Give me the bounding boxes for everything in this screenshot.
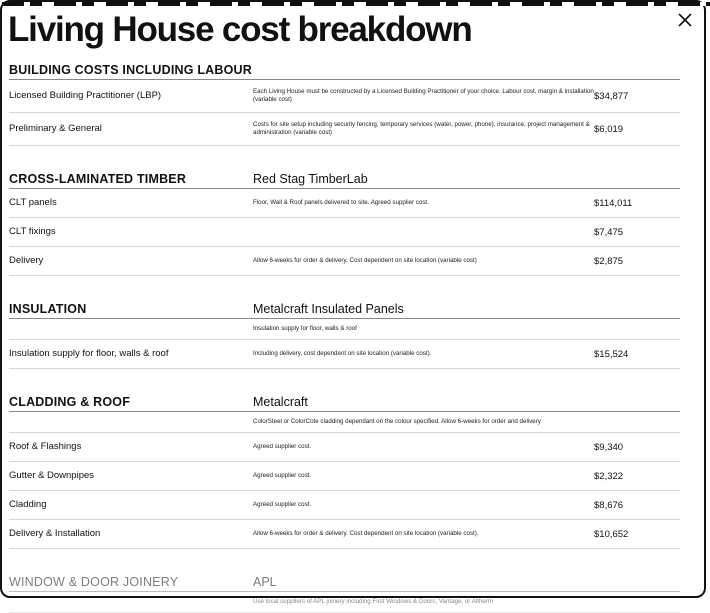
item-description: Agreed supplier cost. <box>253 442 312 450</box>
item-description: Costs for site setup including security fencing, temporary services (water, power, phone), insurance, project management & administration (variable cost) <box>253 120 590 136</box>
cost-table <box>9 58 680 613</box>
table-row <box>9 520 680 549</box>
table-row <box>9 340 680 369</box>
background-strip <box>2 2 710 6</box>
item-description: Floor, Wall & Roof panels delivered to site. Agreed supplier cost. <box>253 198 429 206</box>
item-label: Cladding <box>9 499 47 510</box>
item-label: CLT fixings <box>9 226 56 237</box>
section-title: INSULATION <box>9 302 87 316</box>
close-icon <box>676 11 694 29</box>
section-title: CLADDING & ROOF <box>9 395 131 409</box>
item-description: Allow 6-weeks for order & delivery. Cost dependent on site location (variable cost) <box>253 256 477 264</box>
table-row <box>9 113 680 146</box>
item-label: Preliminary & General <box>9 123 102 134</box>
item-label: Insulation supply for floor, walls & roof <box>9 348 169 359</box>
section-joinery <box>9 570 680 613</box>
item-description: Each Living House must be constructed by a Licensed Building Practitioner of your choice. Labour cost, margin & installation (variable cost) <box>253 87 594 103</box>
item-label: Roof & Flashings <box>9 441 82 452</box>
section-note-row <box>9 319 680 340</box>
table-row <box>9 462 680 491</box>
section-supplier: Metalcraft <box>253 395 308 409</box>
section-title: WINDOW & DOOR JOINERY <box>9 575 179 589</box>
section-header-insulation <box>9 297 680 319</box>
table-row <box>9 80 680 113</box>
section-title: CROSS-LAMINATED TIMBER <box>9 172 187 186</box>
item-cost: $34,877 <box>594 90 629 102</box>
item-cost: $6,019 <box>594 123 624 135</box>
item-cost: $9,340 <box>594 441 624 453</box>
section-note-row <box>9 592 680 613</box>
modal-title: Living House cost breakdown <box>8 10 472 49</box>
item-label: Gutter & Downpipes <box>9 470 95 481</box>
item-label: Delivery & Installation <box>9 528 101 539</box>
item-description: Allow 6-weeks for order & delivery. Cost dependent on site location (variable cost). <box>253 529 479 537</box>
table-row <box>9 491 680 520</box>
table-row <box>9 433 680 462</box>
section-note-row <box>9 412 680 433</box>
item-cost: $114,011 <box>594 197 633 209</box>
item-cost: $2,875 <box>594 255 624 267</box>
section-header-cladding <box>9 390 680 412</box>
section-note: ColorSteel or ColorCote cladding dependant on the colour specified. Allow 6-weeks for order and delivery <box>253 417 541 425</box>
section-header-building <box>9 58 680 80</box>
item-label: Licensed Building Practitioner (LBP) <box>9 90 162 101</box>
section-header-joinery <box>9 570 680 592</box>
item-cost: $10,652 <box>594 528 629 540</box>
item-description: Including delivery, cost dependent on site location (variable cost). <box>253 349 432 357</box>
section-header-clt <box>9 167 680 189</box>
close-button[interactable] <box>676 11 694 29</box>
section-supplier: APL <box>253 575 277 589</box>
section-supplier: Red Stag TimberLab <box>253 172 368 186</box>
item-label: Delivery <box>9 255 44 266</box>
table-row <box>9 247 680 276</box>
item-description: Agreed supplier cost. <box>253 500 312 508</box>
table-row <box>9 189 680 218</box>
section-supplier: Metalcraft Insulated Panels <box>253 302 404 316</box>
item-description: Agreed supplier cost. <box>253 471 312 479</box>
section-note: Insulation supply for floor, walls & roof <box>253 324 357 332</box>
section-title: BUILDING COSTS INCLUDING LABOUR <box>9 63 252 77</box>
item-cost: $2,322 <box>594 470 624 482</box>
item-cost: $15,524 <box>594 348 629 360</box>
section-note: Use local suppliers of APL joinery including First Windows & Doors, Vantage, or Altherm <box>253 597 494 605</box>
table-row <box>9 218 680 247</box>
item-label: CLT panels <box>9 197 57 208</box>
item-cost: $8,676 <box>594 499 624 511</box>
item-cost: $7,475 <box>594 226 624 238</box>
